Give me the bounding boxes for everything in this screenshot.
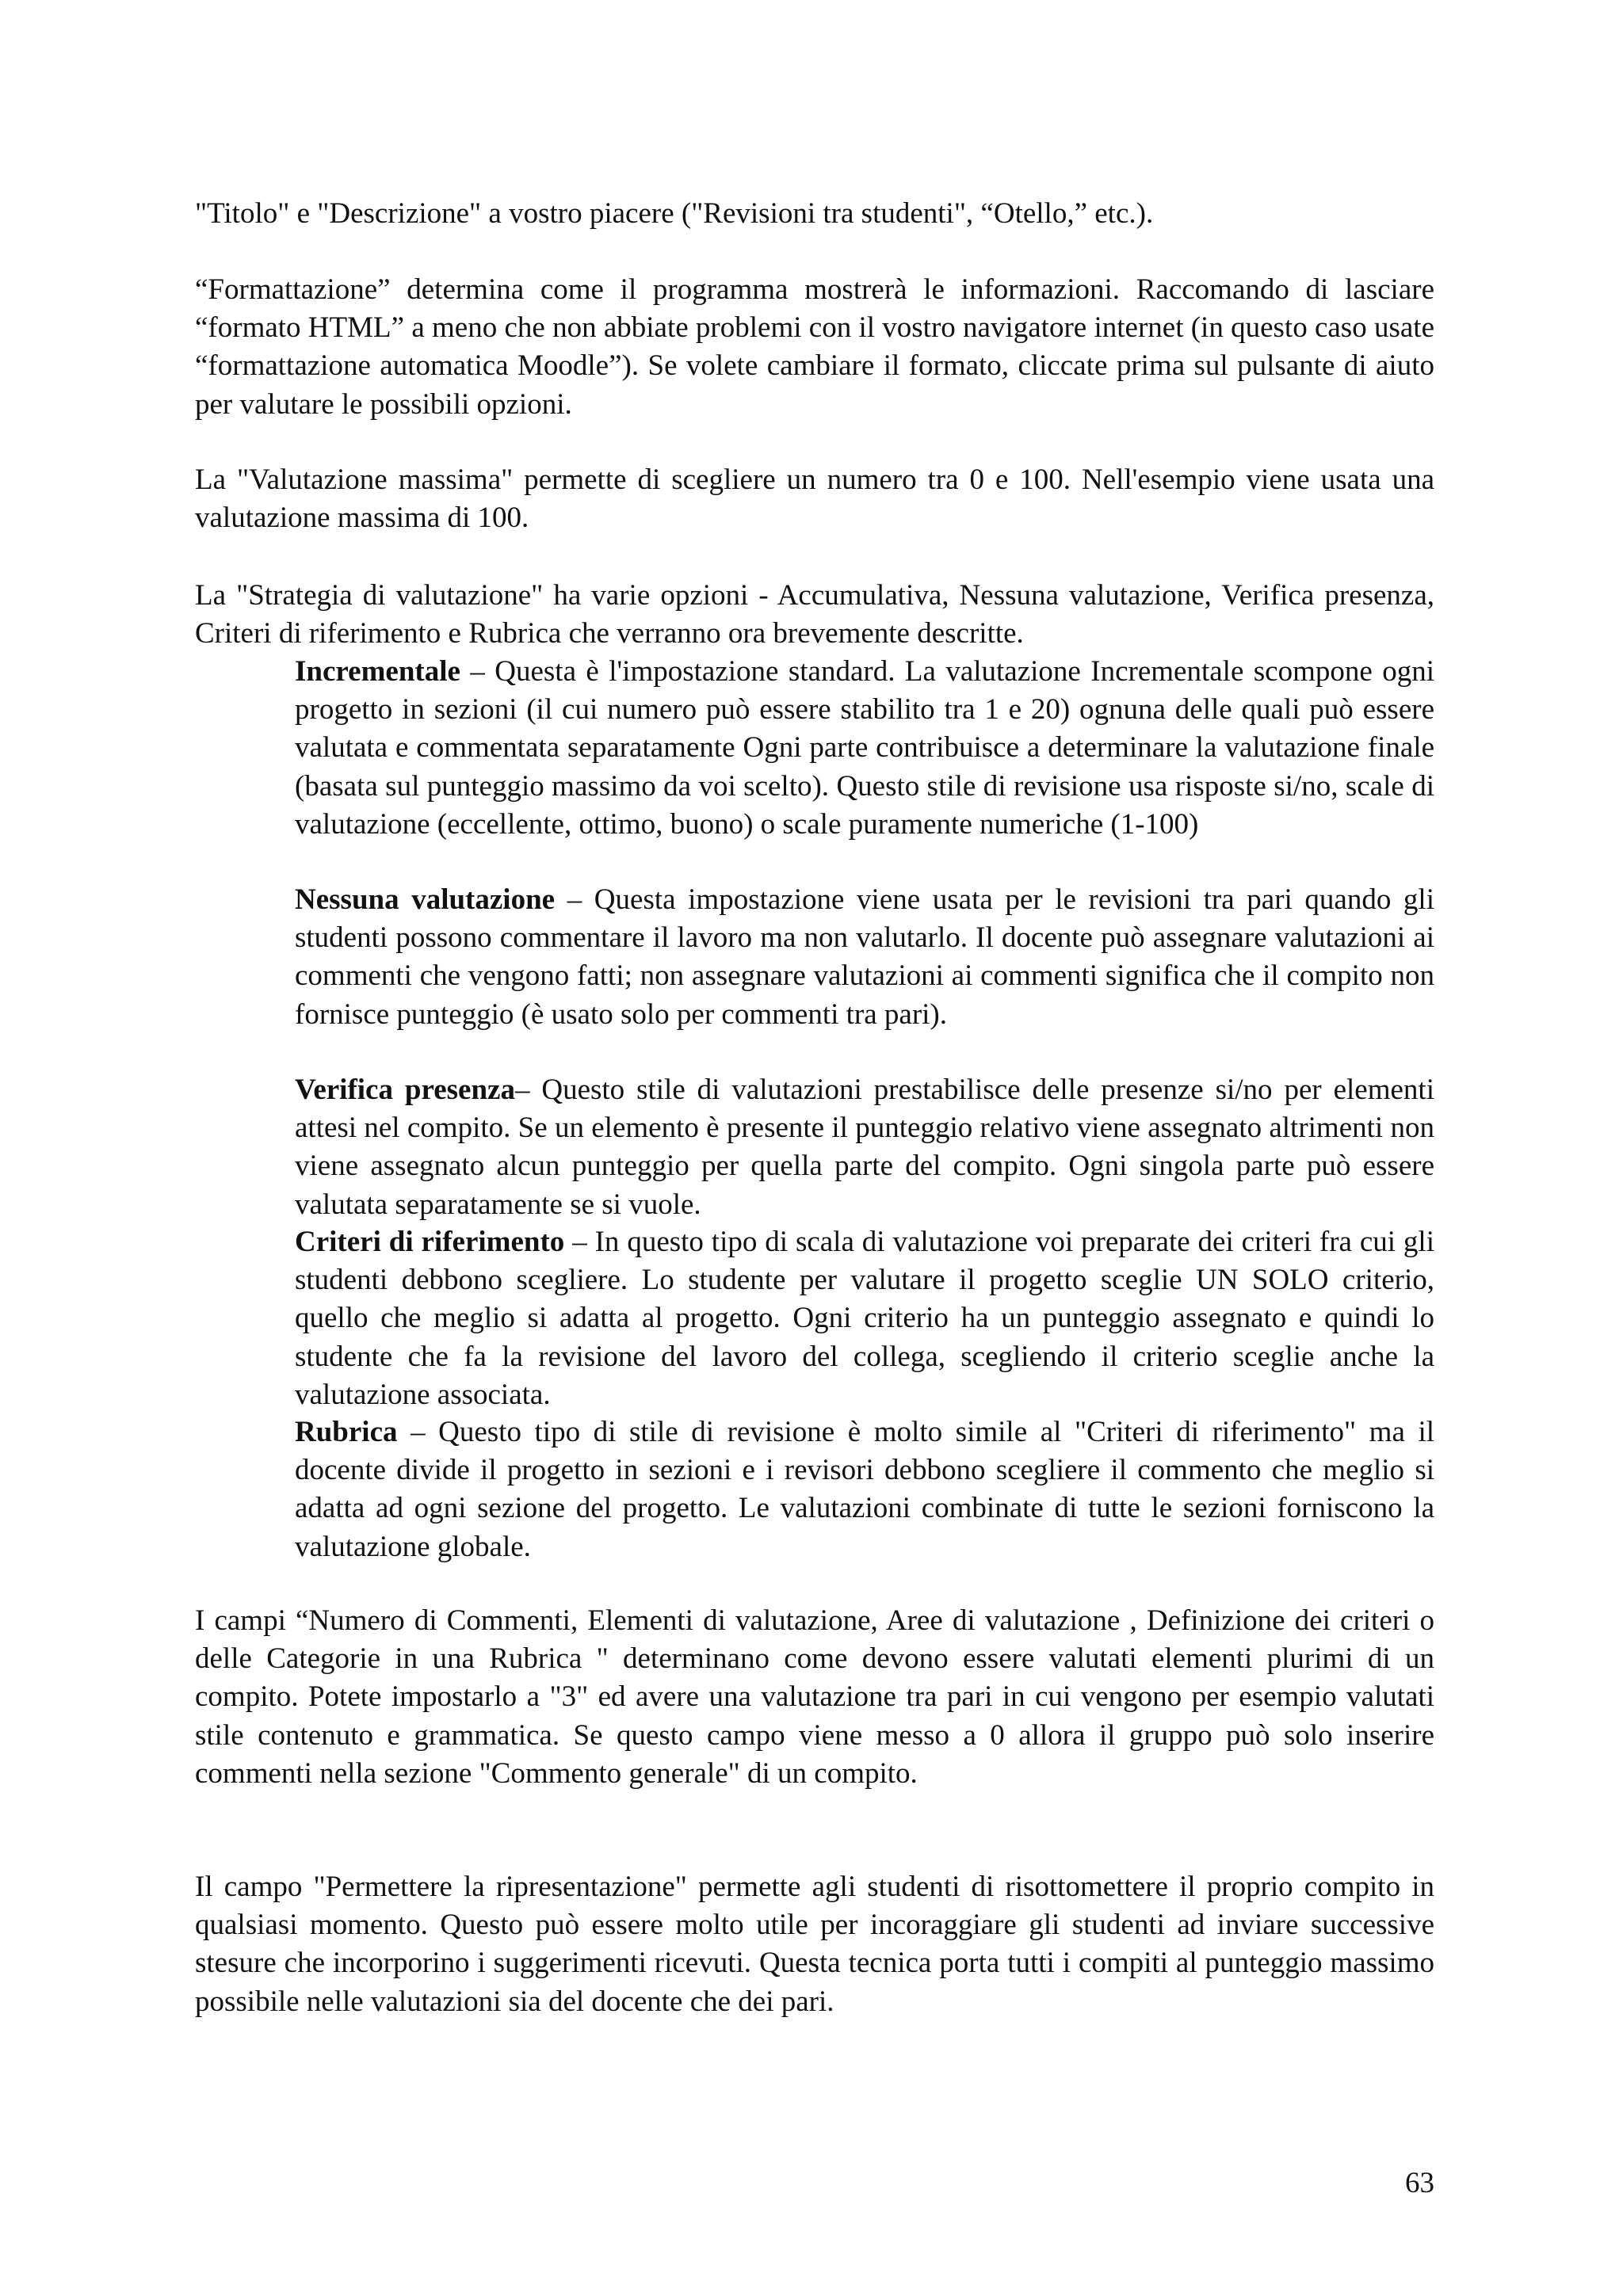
page-number: 63 xyxy=(1405,2167,1434,2199)
strategy-description: – In questo tipo di scala di valutazione voi preparate dei criteri fra cui gli studenti debbono scegliere. Lo studente per valutare il progetto sceglie UN SOLO criterio, quello che meglio si adatta al progetto. Ogni criterio ha un punteggio assegnato e quindi lo studente che fa la revisione del lavoro del collega, scegliendo il criterio sceglie anche la valutazione associata. xyxy=(295,1226,1434,1411)
strategy-description: – Questo tipo di stile di revisione è molto simile al "Criteri di riferimento" ma il docente divide il progetto in sezioni e i revisori debbono scegliere il commento che meglio si adatta ad ogni sezione del progetto. Le valutazioni combinate di tutte le sezioni forniscono la valutazione globale. xyxy=(295,1416,1434,1563)
strategy-term: Nessuna valutazione xyxy=(295,883,556,916)
paragraph-comment-fields: I campi “Numero di Commenti, Elementi di valutazione, Aree di valutazione , Definizione dei criteri o delle Categorie in una Rubrica " determinano come devono essere valutati elementi plurimi di un compito. Potete impostarlo a "3" ed avere una valutazione tra pari in cui vengono per esempio valutati stile contenuto e grammatica. Se questo campo viene messo a 0 allora il gruppo può solo inserire commenti nella sezione "Commento generale" di un compito. xyxy=(195,1604,1434,1790)
strategy-rubrica xyxy=(295,1413,1434,1566)
strategy-criteri-di-riferimento xyxy=(295,1223,1434,1414)
strategy-term: Criteri di riferimento xyxy=(295,1226,565,1258)
paragraph-resubmission: Il campo "Permettere la ripresentazione" permette agli studenti di risottomettere il proprio compito in qualsiasi momento. Questo può essere molto utile per incoraggiare gli studenti ad inviare successive stesure che incorporino i suggerimenti ricevuti. Questa tecnica porta tutti i compiti al punteggio massimo possibile nelle valutazioni sia del docente che dei pari. xyxy=(195,1871,1434,2018)
paragraph-grading-strategy: La "Strategia di valutazione" ha varie opzioni - Accumulativa, Nessuna valutazione, Verifica presenza, Criteri di riferimento e Rubrica che verranno ora brevemente descritte. xyxy=(195,579,1434,650)
paragraph-max-grade: La "Valutazione massima" permette di scegliere un numero tra 0 e 100. Nell'esempio viene usata una valutazione massima di 100. xyxy=(195,463,1434,535)
strategy-term: Incrementale xyxy=(295,655,460,688)
strategy-description: – Questo stile di valutazioni prestabilisce delle presenze si/no per elementi attesi nel compito. Se un elemento è presente il punteggio relativo viene assegnato altrimenti non viene assegnato alcun punteggio per quella parte del compito. Ogni singola parte può essere valutata separatamente se si vuole. xyxy=(295,1074,1434,1221)
strategy-incrementale xyxy=(295,653,1434,844)
strategy-description: – Questa è l'impostazione standard. La valutazione Incrementale scompone ogni progetto in sezioni (il cui numero può essere stabilito tra 1 e 20) ognuna delle quali può essere valutata e commentata separatamente Ogni parte contribuisce a determinare la valutazione finale (basata sul punteggio massimo da voi scelto). Questo stile di revisione usa risposte si/no, scale di valutazione (eccellente, ottimo, buono) o scale puramente numeriche (1-100) xyxy=(295,655,1434,841)
strategy-term: Verifica presenza xyxy=(295,1074,515,1106)
strategy-description: – Questa impostazione viene usata per le revisioni tra pari quando gli studenti possono commentare il lavoro ma non valutarlo. Il docente può assegnare valutazioni ai commenti che vengono fatti; non assegnare valutazioni ai commenti significa che il compito non fornisce punteggio (è usato solo per commenti tra pari). xyxy=(295,883,1434,1031)
strategy-nessuna-valutazione xyxy=(295,881,1434,1034)
paragraph-formatting: “Formattazione” determina come il programma mostrerà le informazioni. Raccomando di lasciare “formato HTML” a meno che non abbiate problemi con il vostro navigatore internet (in questo caso usate “formattazione automatica Moodle”). Se volete cambiare il formato, cliccate prima sul pulsante di aiuto per valutare le possibili opzioni. xyxy=(195,273,1434,421)
strategy-term: Rubrica xyxy=(295,1416,398,1448)
paragraph-title-description: "Titolo" e "Descrizione" a vostro piacere ("Revisioni tra studenti", “Otello,” etc.). xyxy=(195,197,1154,230)
strategy-verifica-presenza xyxy=(295,1071,1434,1224)
